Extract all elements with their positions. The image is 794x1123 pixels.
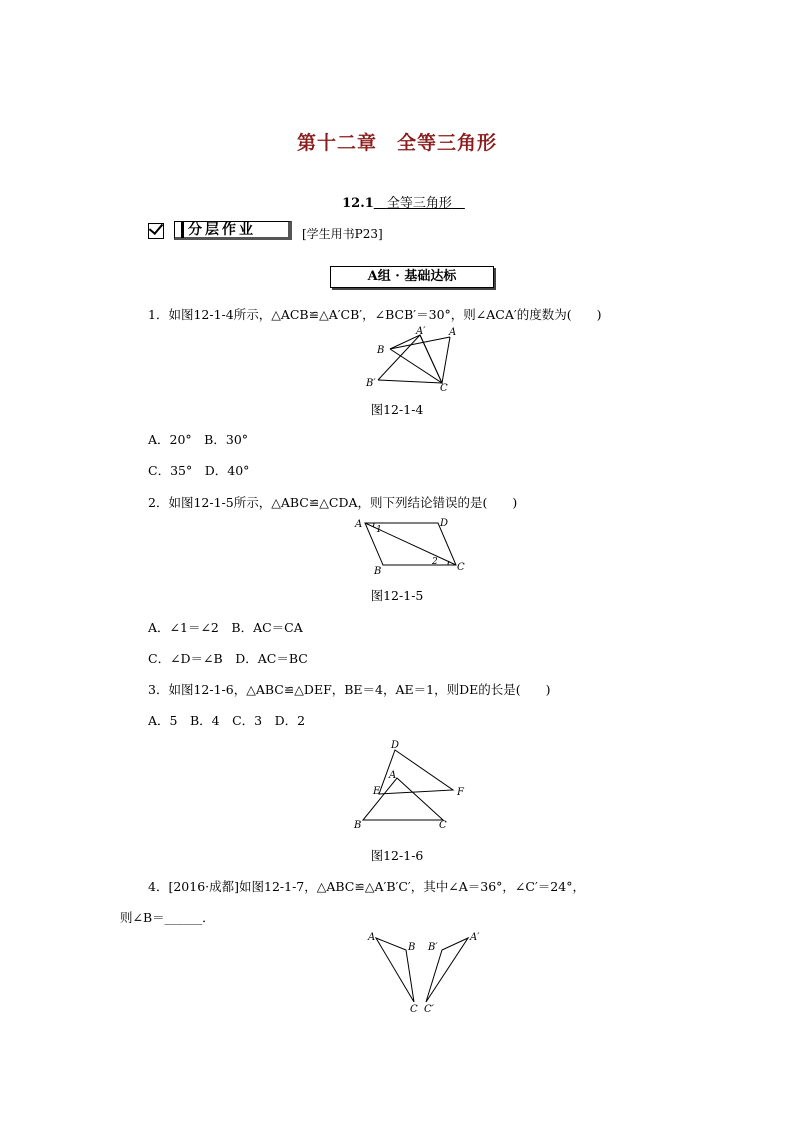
label-c: C: [457, 562, 465, 573]
section-name: 全等三角形: [386, 196, 452, 211]
label-c: C: [439, 820, 447, 831]
question-1-stem: 1．如图12-1-4所示，△ACB≌△A′CB′，∠BCB′＝30°，则∠ACA′的度数为( ): [148, 307, 602, 322]
section-number: 12.1: [342, 196, 374, 211]
question-3-options: A．5 B．4 C．3 D．2: [148, 713, 306, 728]
label-b-prime: B′: [366, 378, 376, 389]
homework-label: 分层作业: [181, 222, 256, 238]
label-e: E: [373, 786, 381, 797]
chapter-title: 第十二章 全等三角形: [296, 132, 497, 154]
section-name-underlined: [374, 196, 465, 211]
figure-caption-2: 图12-1-5: [370, 588, 424, 603]
label-d: D: [440, 518, 449, 529]
label-a-prime: A′: [470, 932, 480, 943]
homework-label-box: [174, 221, 292, 240]
label-b: B: [374, 566, 382, 577]
label-a: A: [368, 932, 376, 943]
label-d: D: [391, 740, 400, 751]
label-f: F: [457, 787, 464, 798]
question-3-stem: 3．如图12-1-6，△ABC≌△DEF，BE＝4，AE＝1，则DE的长是( ): [148, 682, 551, 697]
line-b-prime-c: [378, 380, 442, 383]
label-c: C: [440, 383, 448, 394]
label-angle-1: 1: [376, 525, 382, 535]
label-a: A: [389, 770, 397, 781]
label-b: B: [377, 345, 385, 356]
figure-caption-3: 图12-1-6: [370, 848, 424, 863]
figure-12-1-4: [360, 325, 460, 395]
label-b: B: [354, 820, 362, 831]
line-ac: [442, 337, 450, 383]
checkbox-icon: [148, 223, 164, 239]
label-a: A: [355, 519, 363, 530]
triangle-abc: [363, 778, 443, 820]
label-a-prime: A′: [416, 326, 426, 337]
label-angle-2: 2: [432, 557, 438, 567]
label-b: B: [408, 942, 416, 953]
question-1-options-ab: A．20° B．30°: [148, 432, 249, 447]
homework-reference: [学生用书P23]: [302, 227, 383, 241]
question-4-stem-continued: 则∠B＝______．: [120, 910, 215, 925]
label-c: C: [410, 1004, 418, 1015]
label-b-prime: B′: [428, 942, 438, 953]
question-2-options-cd: C．∠D＝∠B D．AC＝BC: [148, 651, 308, 666]
line-b-prime-a-prime: [378, 335, 420, 380]
figure-caption-1: 图12-1-4: [370, 402, 424, 417]
figure-12-1-7: [360, 928, 490, 1018]
question-1-options-cd: C．35° D．40°: [148, 463, 250, 478]
line-ba: [390, 337, 450, 349]
group-label: A组 · 基础达标: [330, 266, 494, 288]
label-c-prime: C′: [424, 1004, 434, 1015]
question-2-stem: 2．如图12-1-5所示，△ABC≌△CDA，则下列结论错误的是( ): [148, 495, 518, 510]
figure-12-1-5: [350, 513, 470, 578]
question-4-stem: 4．[2016·成都]如图12-1-7，△ABC≌△A′B′C′，其中∠A＝36°，∠C′＝24°，: [148, 879, 585, 894]
question-2-options-ab: A．∠1＝∠2 B．AC＝CA: [148, 620, 303, 635]
figure-12-1-6: [345, 735, 480, 835]
label-a: A: [449, 327, 457, 338]
section-title: [0, 192, 794, 211]
